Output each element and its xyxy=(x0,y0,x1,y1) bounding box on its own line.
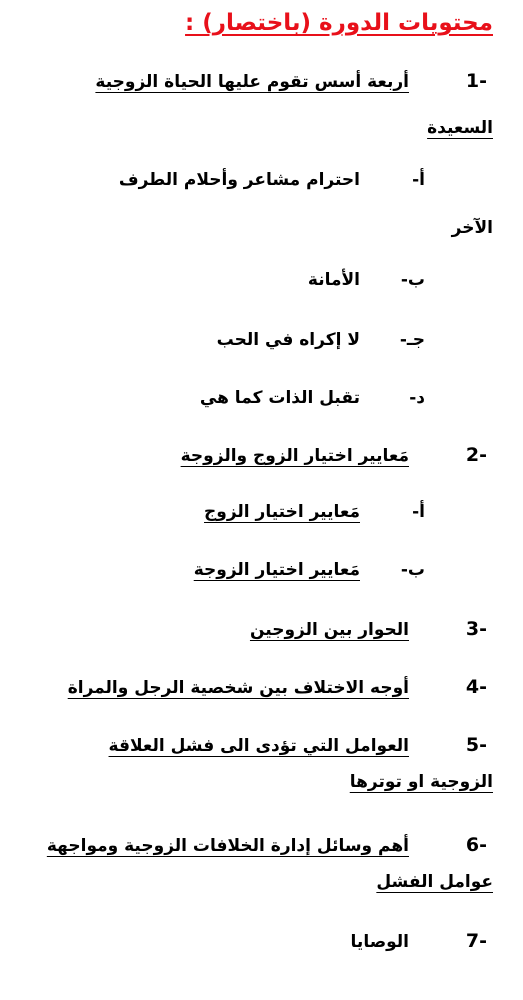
item-text: لا إكراه في الحب xyxy=(216,330,360,350)
list-item xyxy=(119,170,425,190)
item-text: العوامل التي تؤدى الى فشل العلاقة xyxy=(108,736,409,756)
item-text: مَعايير اختيار الزوج والزوجة xyxy=(180,446,409,466)
list-item xyxy=(204,502,425,522)
item-text: الأمانة xyxy=(307,270,360,290)
item-text: الحوار بين الزوجين xyxy=(249,620,409,640)
item-text-continuation: السعيدة xyxy=(427,118,493,138)
item-number: -5 xyxy=(465,734,487,756)
item-text-continuation: الزوجية او توترها xyxy=(349,772,493,792)
list-item xyxy=(351,930,493,952)
list-item xyxy=(194,560,425,580)
item-number: -2 xyxy=(465,444,487,466)
list-item xyxy=(47,834,493,856)
item-number: -6 xyxy=(465,834,487,856)
item-letter: ب- xyxy=(400,270,425,290)
item-text-continuation: الآخر xyxy=(451,218,493,238)
list-item xyxy=(200,388,425,408)
page-title: محتويات الدورة (باختصار) : xyxy=(185,10,493,36)
list-item xyxy=(250,618,493,640)
item-letter: جـ- xyxy=(399,330,425,350)
list-item xyxy=(217,330,425,350)
item-letter: أ- xyxy=(412,502,425,522)
list-item xyxy=(181,444,493,466)
item-text: مَعايير اختيار الزوج xyxy=(204,502,360,522)
item-text: مَعايير اختيار الزوجة xyxy=(193,560,360,580)
item-text: الوصايا xyxy=(350,932,409,952)
list-item xyxy=(109,734,493,756)
item-number: -4 xyxy=(465,676,487,698)
item-text: أهم وسائل إدارة الخلافات الزوجية ومواجهة xyxy=(46,836,409,856)
item-number: -1 xyxy=(465,70,487,92)
item-letter: ب- xyxy=(400,560,425,580)
item-number: -7 xyxy=(465,930,487,952)
list-item xyxy=(308,270,425,290)
item-text-continuation: عوامل الفشل xyxy=(376,872,493,892)
item-number: -3 xyxy=(465,618,487,640)
item-letter: أ- xyxy=(412,170,425,190)
list-item xyxy=(95,70,493,92)
item-text: تقبل الذات كما هي xyxy=(199,388,360,408)
item-text: أربعة أسس تقوم عليها الحياة الزوجية xyxy=(95,72,409,92)
item-text: أوجه الاختلاف بين شخصية الرجل والمراة xyxy=(67,678,409,698)
item-text: احترام مشاعر وأحلام الطرف xyxy=(118,170,360,190)
list-item xyxy=(68,676,493,698)
item-letter: د- xyxy=(409,388,425,408)
